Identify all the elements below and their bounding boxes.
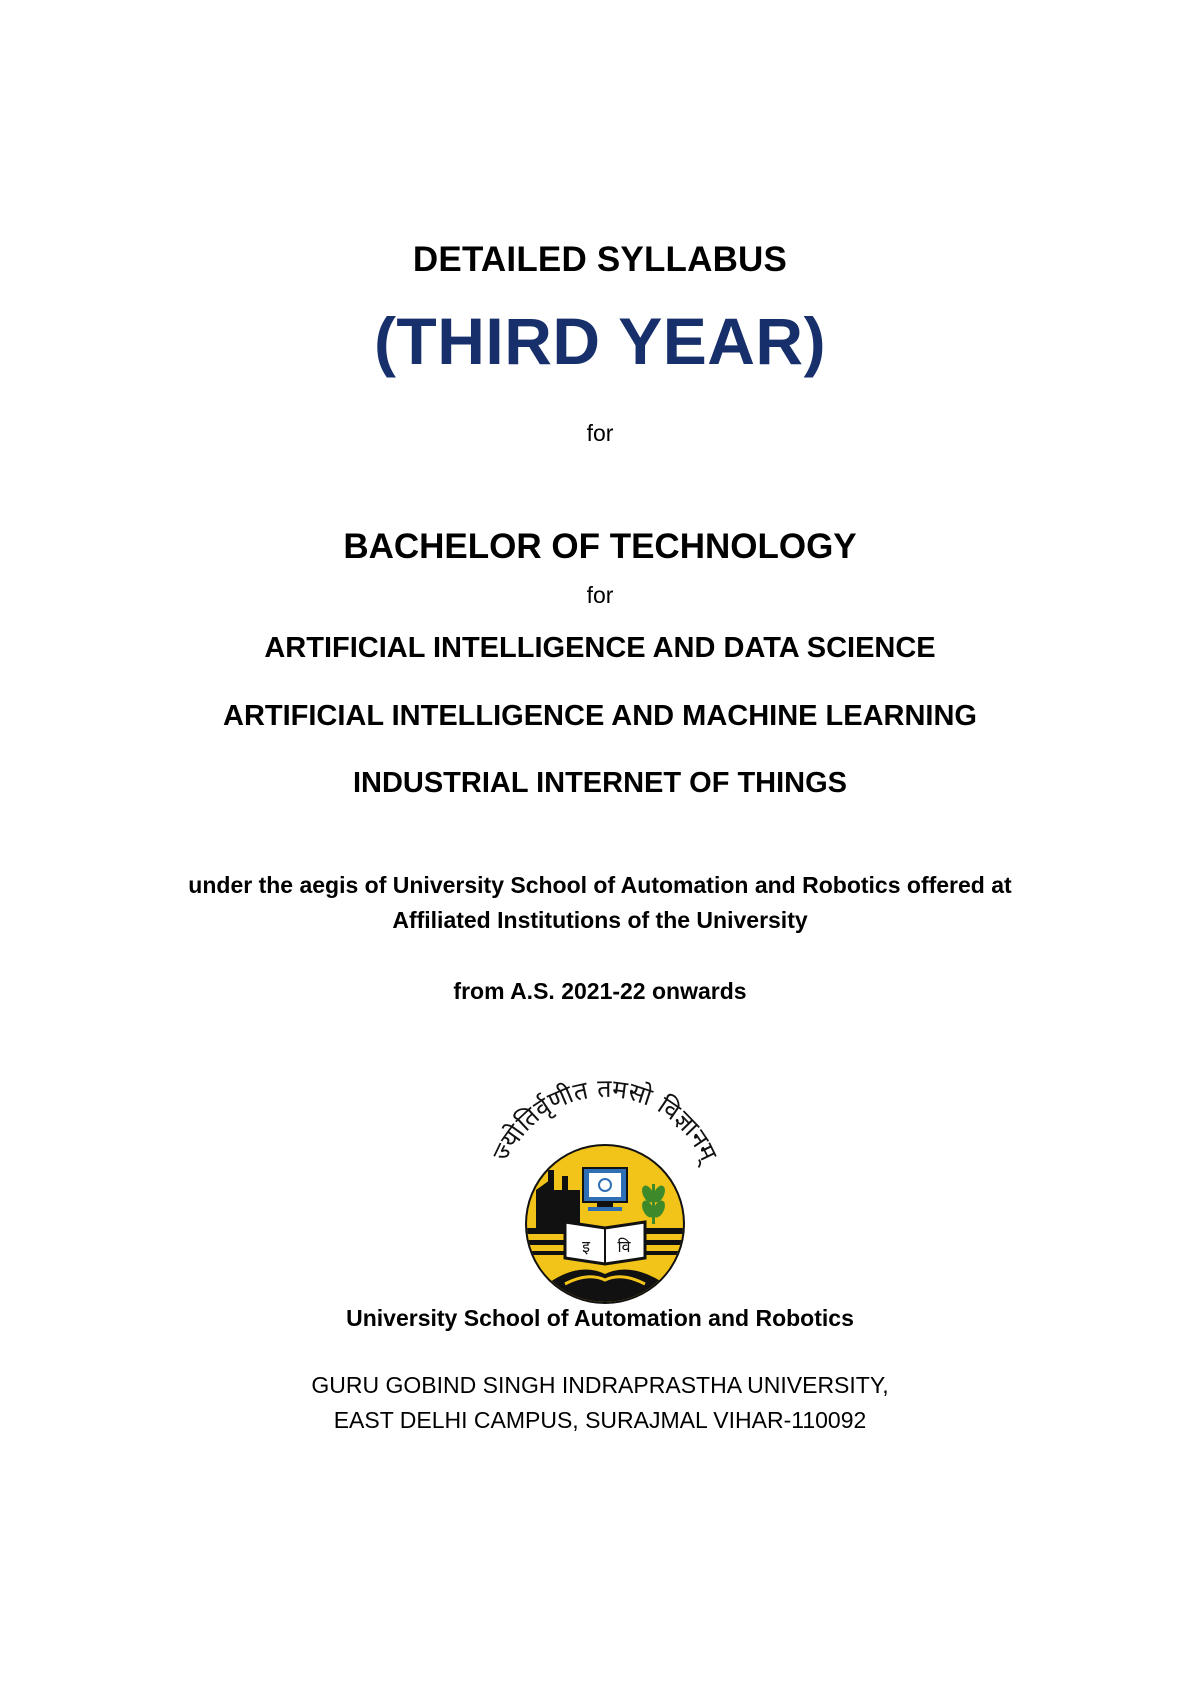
university-address: EAST DELHI CAMPUS, SURAJMAL VIHAR-110092 — [333, 1407, 867, 1433]
university-logo — [470, 1072, 740, 1312]
logo-motto: ज्योतिर्वृणीत तमसो विज्ञानम् — [486, 1073, 724, 1166]
program-ai-ml: ARTIFICIAL INTELLIGENCE AND MACHINE LEARNING — [223, 700, 977, 732]
for-text-1: for — [586, 420, 614, 446]
program-iiot: INDUSTRIAL INTERNET OF THINGS — [352, 767, 848, 799]
university-logo-emblem — [470, 1072, 740, 1312]
aegis-line-1: under the aegis of University School of Automation and Robotics offered at — [188, 872, 1012, 898]
for-text-2: for — [586, 582, 614, 608]
document-year: (THIRD YEAR) — [373, 304, 827, 378]
document-title: DETAILED SYLLABUS — [412, 240, 788, 279]
program-ai-ds: ARTIFICIAL INTELLIGENCE AND DATA SCIENCE — [264, 632, 936, 664]
aegis-line-2: Affiliated Institutions of the University — [392, 907, 808, 933]
logo-book-right-letter: वि — [617, 1237, 631, 1256]
logo-book-left-letter: इ — [582, 1237, 590, 1256]
degree-title: BACHELOR OF TECHNOLOGY — [343, 527, 857, 566]
academic-session: from A.S. 2021-22 onwards — [453, 978, 747, 1004]
school-name: University School of Automation and Robotics — [346, 1305, 854, 1331]
university-name: GURU GOBIND SINGH INDRAPRASTHA UNIVERSITY, — [311, 1372, 889, 1398]
